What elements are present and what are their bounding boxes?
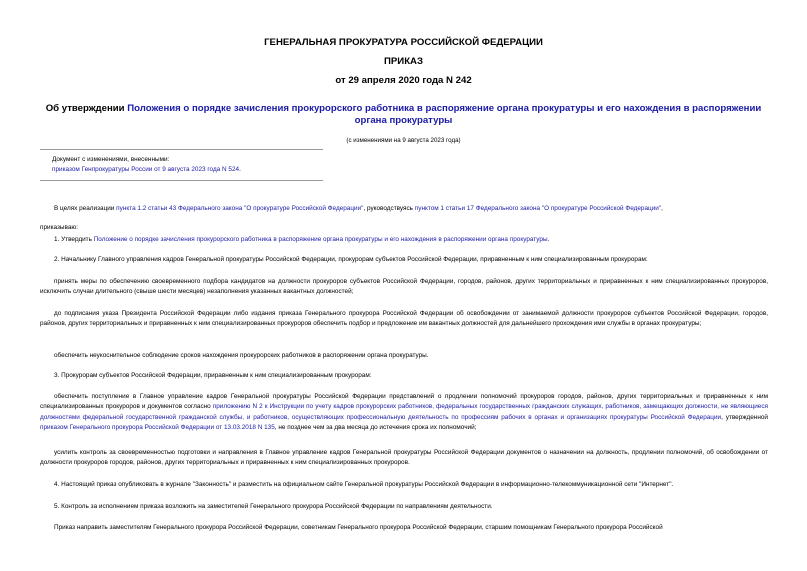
changes-line: Документ с изменениями, внесенными: bbox=[52, 156, 170, 163]
doc-type: ПРИКАЗ bbox=[384, 56, 423, 67]
paragraph-2a: принять меры по обеспечению своевременного подбора кандидатов на должности прокуроров субъектов Российской Федерации, городов, районов, других территориальных и приравненных к ним специализированных прокуроров, исключить случаи длительного (свыше шести месяцев) незаполнения указанных вакантных должностей; bbox=[40, 278, 768, 296]
changes-top-rule bbox=[40, 149, 323, 150]
paragraph-2c: обеспечить неукоснительное соблюдение сроков нахождения прокурорских работников в распоряжении органа прокуратуры. bbox=[54, 352, 429, 359]
paragraph-text: . bbox=[547, 236, 550, 243]
edition-note: (с изменениями на 9 августа 2023 года) bbox=[346, 137, 461, 144]
paragraph-1 bbox=[40, 235, 768, 245]
paragraph-5: 5. Контроль за исполнением приказа возложить на заместителей Генерального прокурора Российской Федерации по направлениям деятельности. bbox=[54, 503, 493, 510]
paragraph-4: 4. Настоящий приказ опубликовать в журнале "Законность" и разместить на официальном сайте Генеральной прокуратуры Российской Федерации в информационно-телекоммуникационной сети "Интернет". bbox=[54, 481, 674, 488]
doc-date-number: от 29 апреля 2020 года N 242 bbox=[335, 75, 472, 86]
changes-link[interactable]: приказом Генпрокуратуры России от 9 августа 2023 года N 524 bbox=[52, 166, 240, 173]
regulation-link[interactable]: Положение о порядке зачисления прокурорского работника в распоряжение органа прокуратуры и его нахождения в распоряжении органа прокуратуры bbox=[93, 236, 548, 243]
changes-link-line bbox=[52, 165, 241, 175]
doc-title-prefix: Об утверждении bbox=[45, 103, 128, 114]
paragraph-3: 3. Прокурорам субъектов Российской Федерации, приравненным к ним специализированным прокурорам: bbox=[54, 372, 372, 379]
paragraph-text: обеспечить поступление в Главное управление кадров Генеральной прокуратуры Российской Федерации представлений о продлении полномочий прокуроров городов, районов, других территориальных и приравненных к ним специализированных прокуроров и документов согласно bbox=[40, 393, 768, 411]
preamble-link-1[interactable]: пункта 1.2 статьи 43 Федерального закона "О прокуратуре Российской Федерации" bbox=[116, 205, 364, 212]
order-word: приказываю: bbox=[40, 224, 78, 231]
doc-title bbox=[40, 103, 767, 127]
paragraph-text: , не позднее чем за два месяца до истечения срока их полномочий; bbox=[274, 424, 477, 432]
order-135-link[interactable]: приказом Генерального прокурора Российской Федерации от 13.03.2018 N 135 bbox=[40, 424, 275, 432]
paragraph-2b: до подписания указа Президента Российской Федерации либо издания приказа Генерального прокурора Российской Федерации об освобождении от занимаемой должности прокуроров субъектов Российской Федерации, городов, районов, других территориальных и приравненных к ним специализированных прокуроров обеспечить подбор и предложение им вакантных должностей для дальнейшего прохождения ими службы в органах прокуратуры; bbox=[40, 310, 768, 328]
paragraph-text: 1. Утвердить bbox=[54, 236, 94, 243]
preamble-text: , руководствуясь bbox=[363, 205, 415, 212]
preamble-link-2[interactable]: пунктом 1 статьи 17 Федерального закона "О прокуратуре Российской Федерации" bbox=[414, 205, 662, 212]
preamble-text: В целях реализации bbox=[54, 205, 117, 212]
paragraph-3b: усилить контроль за своевременностью подготовки и направления в Главное управление кадров Генеральной прокуратуры Российской Федерации документов о назначении на должность, продлении полномочий, об освобождении от должности прокуроров городов, районов, других территориальных и приравненных к ним специализированных прокуроров. bbox=[40, 449, 768, 467]
org-name: ГЕНЕРАЛЬНАЯ ПРОКУРАТУРА РОССИЙСКОЙ ФЕДЕРАЦИИ bbox=[264, 37, 543, 48]
doc-title-link[interactable]: Положения о порядке зачисления прокурорского работника в распоряжение органа прокуратуры и его нахождения в распоряжении органа прокуратуры bbox=[127, 103, 762, 126]
changes-suffix: . bbox=[239, 166, 241, 173]
changes-bottom-rule bbox=[40, 180, 323, 181]
preamble bbox=[40, 204, 768, 214]
paragraph-2: 2. Начальнику Главного управления кадров Генеральной прокуратуры Российской Федерации, прокурорам субъектов Российской Федерации, приравненным к ним специализированным прокурорам: bbox=[54, 256, 648, 263]
instruction-link[interactable]: приложению N 2 к Инструкции по учету кадров прокурорских работников, федеральных государственных гражданских служащих, работников, замещающих должности, не являющиеся должностями федеральной государственной гражданской службы, и работников, осуществляющих профессиональную деятельность по профессиям рабочих в органах и организациях прокуратуры Российской Федерации bbox=[40, 403, 768, 421]
paragraph-3a bbox=[40, 392, 768, 434]
paragraph-6: Приказ направить заместителям Генерального прокурора Российской Федерации, советникам Генерального прокурора Российской Федерации, старшим помощникам Генерального прокурора Российской bbox=[54, 524, 663, 531]
preamble-text: , bbox=[661, 205, 663, 212]
paragraph-text: , утвержденной bbox=[721, 413, 768, 421]
